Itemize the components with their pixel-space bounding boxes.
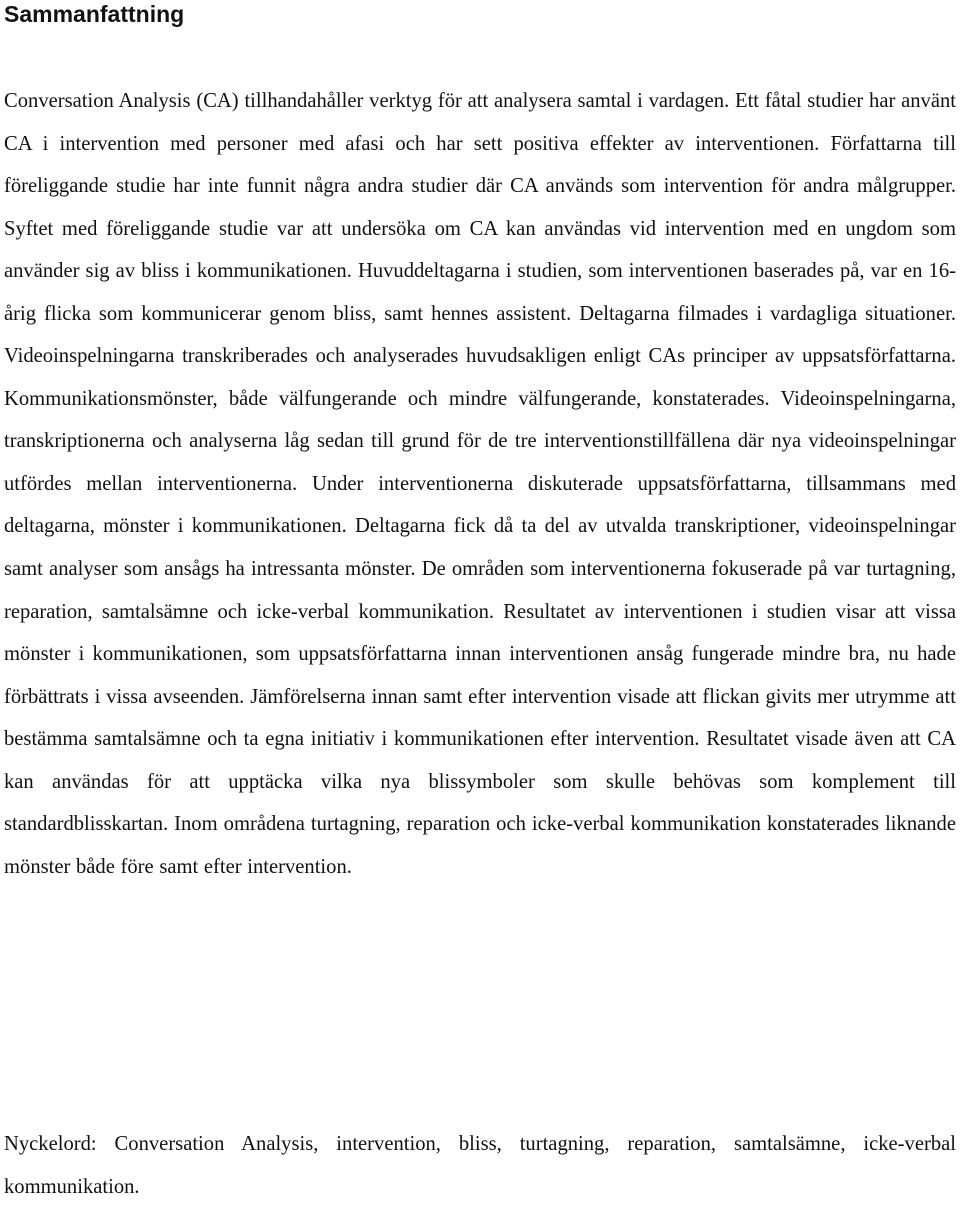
keywords-paragraph: Nyckelord: Conversation Analysis, intervention, bliss, turtagning, reparation, samtalsämne, icke-verbal kommunikation. [4,1133,956,1198]
section-heading: Sammanfattning [4,1,185,27]
abstract-paragraph: Conversation Analysis (CA) tillhandahåller verktyg för att analysera samtal i vardagen. Ett fåtal studier har använt CA i intervention med personer med afasi och har sett positiva effekter av interventionen. Författarna till föreliggande studie har inte funnit några andra studier där CA används som intervention för andra målgrupper. Syftet med föreliggande studie var att undersöka om CA kan användas vid intervention med en ungdom som använder sig av bliss i kommunikationen. Huvuddeltagarna i studien, som interventionen baserades på, var en 16-årig flicka som kommunicerar genom bliss, samt hennes assistent. Deltagarna filmades i vardagliga situationer. Videoinspelningarna transkriberades och analyserades huvudsakligen enligt CAs principer av uppsatsförfattarna. Kommunikationsmönster, både välfungerande och mindre välfungerande, konstaterades. Videoinspelningarna, transkriptionerna och analyserna låg sedan till grund för de tre interventionstillfällena där nya videoinspelningar utfördes mellan interventionerna. Under interventionerna diskuterade uppsatsförfattarna, tillsammans med deltagarna, mönster i kommunikationen. Deltagarna fick då ta del av utvalda transkriptioner, videoinspelningar samt analyser som ansågs ha intressanta mönster. De områden som interventionerna fokuserade på var turtagning, reparation, samtalsämne och icke-verbal kommunikation. Resultatet av interventionen i studien visar att vissa mönster i kommunikationen, som uppsatsförfattarna innan interventionen ansåg fungerade mindre bra, nu hade förbättrats i vissa avseenden. Jämförelserna innan samt efter intervention visade att flickan givits mer utrymme att bestämma samtalsämne och ta egna initiativ i kommunikationen efter intervention. Resultatet visade även att CA kan användas för att upptäcka vilka nya blissymboler som skulle behövas som komplement till standardblisskartan. Inom områdena turtagning, reparation och icke-verbal kommunikation konstaterades liknande mönster både före samt efter intervention. [4,90,956,878]
